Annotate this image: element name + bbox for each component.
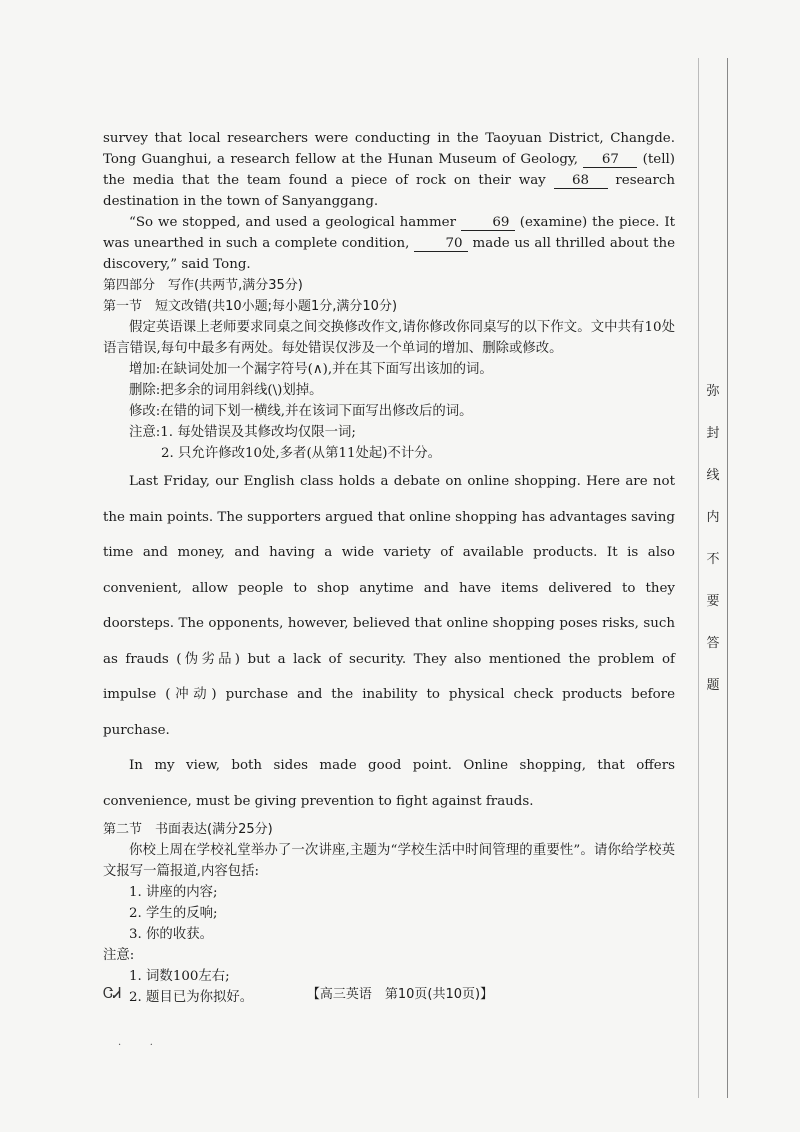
margin-line-outer xyxy=(727,58,728,1098)
seal-char: 答 xyxy=(706,636,720,651)
essay-paragraph-2: In my view, both sides made good point. Online shopping, that offers convenience, must be giving prevention to fight against frauds. xyxy=(103,758,675,809)
page-footer: 【高三英语 第10页(共10页)】 xyxy=(306,987,494,1002)
content-item: 2. 学生的反响; xyxy=(129,906,218,921)
content-item: 1. 讲座的内容; xyxy=(129,885,218,900)
note-2: 2. 只允许修改10处,多者(从第11处起)不计分。 xyxy=(161,446,442,461)
section2-note: 1. 词数100左右; xyxy=(129,969,230,984)
main-content xyxy=(103,128,675,1008)
seal-char: 封 xyxy=(706,426,720,441)
instruction-modify: 修改:在错的词下划一横线,并在该词下面写出修改后的词。 xyxy=(129,404,473,419)
publisher-logo-icon: ᏣᏗ xyxy=(103,984,122,1002)
blank-67[interactable]: 67 xyxy=(583,152,637,168)
blank-68[interactable]: 68 xyxy=(554,173,608,189)
part4-title: 第四部分 写作(共两节,满分35分) xyxy=(103,278,303,293)
section2-note-label: 注意: xyxy=(103,948,135,963)
seal-char: 题 xyxy=(706,678,720,693)
instruction-add: 增加:在缺词处加一个漏字符号(∧),并在其下面写出该加的词。 xyxy=(129,362,493,377)
section2-intro: 你校上周在学校礼堂举办了一次讲座,主题为“学校生活中时间管理的重要性”。请你给学校英文报写一篇报道,内容包括: xyxy=(103,843,675,879)
section1-intro: 假定英语课上老师要求同桌之间交换修改作文,请你修改你同桌写的以下作文。文中共有10处语言错误,每句中最多有两处。每处错误仅涉及一个单词的增加、删除或修改。 xyxy=(103,320,675,356)
section1-title: 第一节 短文改错(共10小题;每小题1分,满分10分) xyxy=(103,299,398,314)
essay-paragraph-1: Last Friday, our English class holds a debate on online shopping. Here are not the main points. The supporters argued that online shopping has advantages saving time and money, and having a wide variety of available products. It is also convenient, allow people to shop anytime and have items delivered to they doorsteps. The opponents, however, believed that online shopping poses risks, such as frauds (伪劣品) but a lack of security. They also mentioned the problem of impulse (冲动) purchase and the inability to physical check products before purchase. xyxy=(103,474,675,738)
blank-69[interactable]: 69 xyxy=(461,215,515,231)
instruction-delete: 删除:把多余的词用斜线(\)划掉。 xyxy=(129,383,323,398)
section2-note: 2. 题目已为你拟好。 xyxy=(129,990,254,1005)
seal-char: 内 xyxy=(706,510,720,525)
passage-paragraph-2: “So we stopped, and used a geological hammer 69 (examine) the piece. It was unearthed in such a complete condition, 70 made us all thrilled about the discovery,” said Tong. xyxy=(103,215,675,272)
note-1: 注意:1. 每处错误及其修改均仅限一词; xyxy=(129,425,356,440)
seal-char: 线 xyxy=(706,468,720,483)
seal-char: 要 xyxy=(706,594,720,609)
section2-title: 第二节 书面表达(满分25分) xyxy=(103,822,273,837)
scan-marks: · · xyxy=(118,1040,153,1051)
seal-line-notice xyxy=(703,380,723,716)
blank-70[interactable]: 70 xyxy=(414,236,468,252)
content-item: 3. 你的收获。 xyxy=(129,927,213,942)
passage-paragraph-1: survey that local researchers were conducting in the Taoyuan District, Changde. Tong Guanghui, a research fellow at the Hunan Museum of Geology, 67 (tell) the media that the team found a piece of rock on their way 68 research destination in the town of Sanyanggang. xyxy=(103,131,675,209)
margin-line-inner xyxy=(698,58,699,1098)
seal-char: 弥 xyxy=(706,384,720,399)
seal-char: 不 xyxy=(706,552,720,567)
